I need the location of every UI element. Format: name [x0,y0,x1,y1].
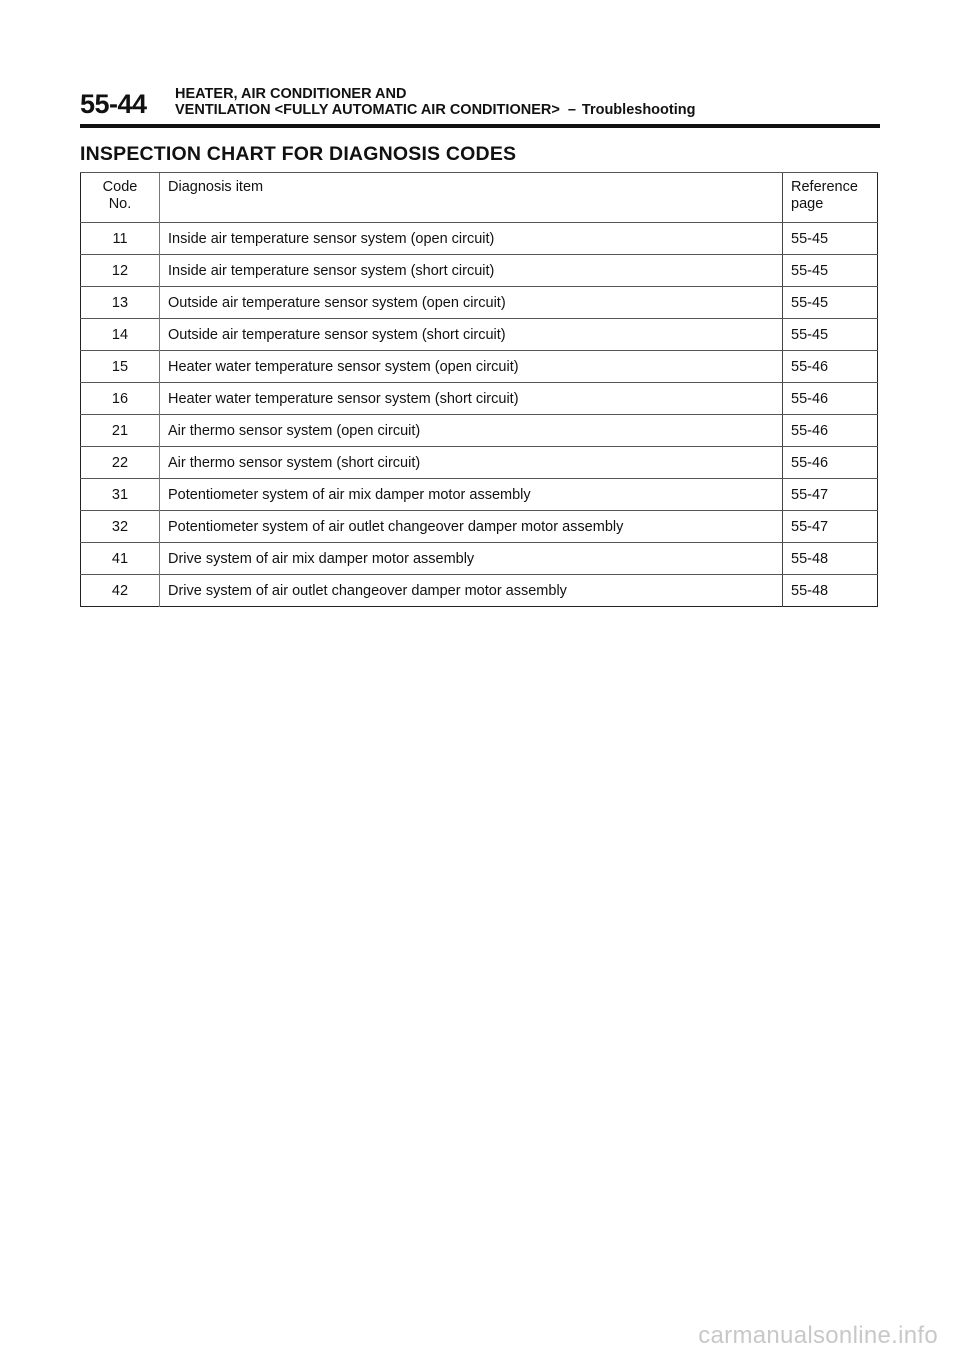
table-row [81,319,878,351]
header-diagnosis-item: Diagnosis item [160,173,783,223]
watermark: carmanualsonline.info [698,1322,938,1349]
code-cell: 42 [81,575,160,607]
reference-page-cell: 55-46 [783,383,878,415]
code-cell: 32 [81,511,160,543]
header-title-line2: VENTILATION <FULLY AUTOMATIC AIR CONDITIONER> [175,102,560,118]
diagnosis-item-cell: Inside air temperature sensor system (short circuit) [160,255,783,287]
reference-page-cell: 55-45 [783,287,878,319]
reference-page-cell: 55-45 [783,223,878,255]
table-body [81,223,878,607]
code-cell: 16 [81,383,160,415]
header-ref-line2: page [791,196,824,212]
table-row [81,511,878,543]
header-dash: – [567,102,576,118]
header-title-line2-row [175,102,695,118]
table-row [81,383,878,415]
section-title: INSPECTION CHART FOR DIAGNOSIS CODES [80,143,517,165]
header-reference-page [783,173,878,223]
header-rule [80,124,880,128]
table-header-row [81,173,878,223]
reference-page-cell: 55-46 [783,351,878,383]
header-code-line2: No. [108,196,132,212]
reference-page-cell: 55-46 [783,415,878,447]
diagnosis-item-cell: Drive system of air outlet changeover damper motor assembly [160,575,783,607]
code-cell: 13 [81,287,160,319]
table-row [81,351,878,383]
table-row [81,575,878,607]
diagnosis-item-cell: Outside air temperature sensor system (short circuit) [160,319,783,351]
code-cell: 14 [81,319,160,351]
code-cell: 11 [81,223,160,255]
diagnosis-item-cell: Air thermo sensor system (open circuit) [160,415,783,447]
reference-page-cell: 55-46 [783,447,878,479]
table-row [81,223,878,255]
table-row [81,415,878,447]
diagnosis-item-cell: Outside air temperature sensor system (open circuit) [160,287,783,319]
table-row [81,255,878,287]
page-number: 55-44 [80,89,147,119]
code-cell: 12 [81,255,160,287]
code-cell: 15 [81,351,160,383]
header-ref-line1: Reference [791,179,858,195]
reference-page-cell: 55-45 [783,319,878,351]
header-code-line1: Code [102,179,138,195]
diagnosis-item-cell: Drive system of air mix damper motor assembly [160,543,783,575]
header-subsection: Troubleshooting [581,102,696,118]
diagnosis-code-table [80,172,878,607]
code-cell: 21 [81,415,160,447]
table-row [81,287,878,319]
code-cell: 31 [81,479,160,511]
header-code-no [81,173,160,223]
reference-page-cell: 55-45 [783,255,878,287]
header-title-line1: HEATER, AIR CONDITIONER AND [175,86,407,102]
code-cell: 22 [81,447,160,479]
diagnosis-item-cell: Air thermo sensor system (short circuit) [160,447,783,479]
diagnosis-item-cell: Heater water temperature sensor system (open circuit) [160,351,783,383]
table-row [81,447,878,479]
reference-page-cell: 55-47 [783,479,878,511]
code-cell: 41 [81,543,160,575]
page-header [80,86,880,122]
reference-page-cell: 55-48 [783,543,878,575]
diagnosis-item-cell: Potentiometer system of air mix damper motor assembly [160,479,783,511]
diagnosis-item-cell: Inside air temperature sensor system (open circuit) [160,223,783,255]
header-title [175,86,695,118]
diagnosis-item-cell: Heater water temperature sensor system (short circuit) [160,383,783,415]
diagnosis-item-cell: Potentiometer system of air outlet changeover damper motor assembly [160,511,783,543]
reference-page-cell: 55-48 [783,575,878,607]
table-row [81,479,878,511]
table-row [81,543,878,575]
reference-page-cell: 55-47 [783,511,878,543]
